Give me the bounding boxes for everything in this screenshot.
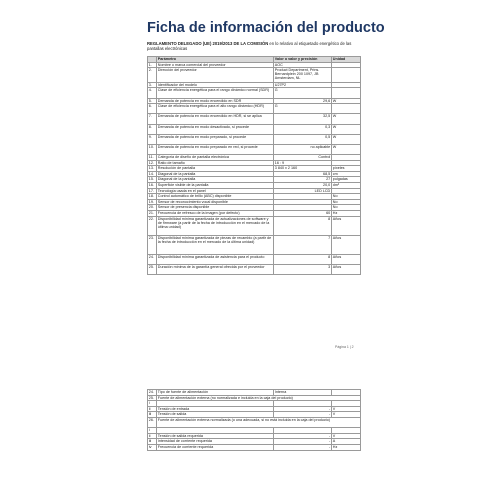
- page-footer: Página 1 | 2: [335, 345, 354, 349]
- row-number: 24.: [148, 390, 157, 396]
- table-row: [148, 114, 361, 124]
- row-value: 0,3: [274, 124, 332, 134]
- row-number: 10.: [148, 144, 157, 154]
- row-parameter: Demanda de potencia en modo encendido en SDR: [157, 98, 274, 104]
- row-number: 17.: [148, 188, 157, 194]
- row-value: 32,5: [274, 114, 332, 124]
- row-number: 26.: [148, 417, 157, 427]
- row-unit: V: [332, 406, 361, 412]
- row-parameter: Tecnología usada en el panel: [157, 188, 274, 194]
- row-parameter: Ratio de tamaño: [157, 160, 274, 166]
- row-number: 25.: [148, 395, 157, 401]
- row-parameter: Tipo de fuente de alimentación: [157, 390, 274, 396]
- row-parameter: Tensión de salida: [157, 412, 274, 418]
- row-unit: dm²: [332, 183, 361, 189]
- row-number: 21.: [148, 211, 157, 217]
- row-parameter: Identificador del modelo: [157, 82, 274, 88]
- row-value: 27: [274, 177, 332, 183]
- row-number: 24.: [148, 255, 157, 265]
- row-unit: W: [332, 124, 361, 134]
- row-number: 4.: [148, 88, 157, 98]
- row-number: 11.: [148, 155, 157, 161]
- row-unit: Años: [332, 216, 361, 235]
- row-number: 8.: [148, 124, 157, 134]
- header-value: Valor o valor y precisión: [274, 57, 332, 63]
- row-value: G: [274, 104, 332, 114]
- row-parameter: Demanda de potencia en modo desactivado, si procede: [157, 124, 274, 134]
- row-parameter: Diagonal de la pantalla: [157, 177, 274, 183]
- row-parameter: Tensión de entrada: [157, 406, 274, 412]
- regulation-reference: REGLAMENTO DELEGADO (UE) 2019/2013 DE LA COMISIÓN: [147, 41, 269, 46]
- row-parameter: Frecuencia de corriente requerida: [157, 444, 274, 450]
- row-value: -: [274, 406, 332, 412]
- row-number: i: [148, 428, 157, 434]
- row-number: 13.: [148, 166, 157, 172]
- row-value: 60: [274, 211, 332, 217]
- table-row: [148, 88, 361, 98]
- row-number: iii: [148, 412, 157, 418]
- row-number: ii: [148, 433, 157, 439]
- row-parameter: Disponibilidad mínima garantizada de piezas de recambio (a partir de la fecha de introducción en el mercado de la última unidad): [157, 235, 274, 254]
- row-unit: W: [332, 144, 361, 154]
- table-row: [148, 417, 361, 427]
- row-value: Product Department, Prins. Bernardplein 200 1097, JB Amsterdam, NL: [274, 68, 332, 83]
- row-unit: Años: [332, 255, 361, 265]
- row-value: 7: [274, 235, 332, 254]
- row-unit: W: [332, 134, 361, 144]
- row-number: 1.: [148, 62, 157, 68]
- row-parameter: Sensor de reconocimiento vocal disponible: [157, 199, 274, 205]
- table-row: [148, 68, 361, 83]
- product-info-table: [147, 56, 361, 275]
- row-number: iv: [148, 444, 157, 450]
- row-unit: pulgadas: [332, 177, 361, 183]
- row-value: no aplicable: [274, 144, 332, 154]
- row-unit: Años: [332, 235, 361, 254]
- row-parameter: Frecuencia de refresco de la imagen (por defecto): [157, 211, 274, 217]
- row-unit: V: [332, 433, 361, 439]
- row-parameter: Intensidad de corriente requerida: [157, 439, 274, 445]
- row-value: LED LCD: [274, 188, 332, 194]
- row-unit: Años: [332, 265, 361, 275]
- row-parameter: Categoría de diseño de pantalla electrónica: [157, 155, 274, 161]
- row-value: 20,0: [274, 183, 332, 189]
- row-value: Interna: [274, 390, 332, 396]
- row-unit: píxeles: [332, 166, 361, 172]
- row-unit: W: [332, 98, 361, 104]
- row-parameter: Control automático de brillo (ABC) disponible: [157, 194, 274, 200]
- row-value: 16 : 9: [274, 160, 332, 166]
- power-supply-body: [148, 390, 361, 451]
- regulation-subtitle: [147, 41, 361, 51]
- row-parameter: Clase de eficiencia energética para el alto rango dinámico (HDR): [157, 104, 274, 114]
- row-number: 25.: [148, 265, 157, 275]
- row-value: Control: [274, 155, 332, 161]
- row-value: -: [274, 433, 332, 439]
- table-row: [148, 134, 361, 144]
- row-value: -: [274, 412, 332, 418]
- row-parameter: Nombre o marca comercial del proveedor: [157, 62, 274, 68]
- row-value: 3: [274, 265, 332, 275]
- row-number: ii: [148, 406, 157, 412]
- row-parameter: Disponibilidad mínima garantizada de actualizaciones de software y de firmware (a partir de la fecha de introducción en el mercado de la última unidad): [157, 216, 274, 235]
- row-number: 20.: [148, 205, 157, 211]
- table-row: [148, 255, 361, 265]
- row-value: U27P2: [274, 82, 332, 88]
- row-unit: [332, 88, 361, 98]
- row-value: -: [274, 444, 332, 450]
- row-unit: W: [332, 114, 361, 124]
- row-parameter: Resolución de pantalla: [157, 166, 274, 172]
- row-parameter: Tensión de salida requerida: [157, 433, 274, 439]
- row-unit: [332, 104, 361, 114]
- row-number: 14.: [148, 171, 157, 177]
- header-parameter: Parámetro: [157, 57, 274, 63]
- row-number: 12.: [148, 160, 157, 166]
- row-section-heading: Fuente de alimentación externa (no normalizada e incluida en la caja del producto): [157, 395, 361, 401]
- table-row: [148, 144, 361, 154]
- row-unit: No: [332, 205, 361, 211]
- row-parameter: Superficie visible de la pantalla: [157, 183, 274, 189]
- row-number: 2.: [148, 68, 157, 83]
- row-value: 8: [274, 216, 332, 235]
- row-number: 9.: [148, 134, 157, 144]
- regulation-description: en lo relativo al etiquetado energético de las pantallas electrónicas: [147, 41, 352, 52]
- row-unit: V: [332, 412, 361, 418]
- row-value: AOC: [274, 62, 332, 68]
- row-value: -: [274, 439, 332, 445]
- table-row: [148, 124, 361, 134]
- row-parameter: Demanda de potencia en modo preparado, si procede: [157, 134, 274, 144]
- power-supply-table: [147, 389, 361, 451]
- row-number: 19.: [148, 199, 157, 205]
- row-number: 3.: [148, 82, 157, 88]
- header-unit: Unidad: [332, 57, 361, 63]
- row-number: 15.: [148, 177, 157, 183]
- row-number: i: [148, 401, 157, 407]
- row-unit: No: [332, 194, 361, 200]
- row-section-heading: Fuente de alimentación externa normalizada (o una adecuada, si no está incluida en la caja del producto): [157, 417, 361, 427]
- row-number: iii: [148, 439, 157, 445]
- row-value: G: [274, 88, 332, 98]
- row-parameter: Sensor de presencia disponible: [157, 205, 274, 211]
- row-unit: [332, 68, 361, 83]
- row-number: 23.: [148, 235, 157, 254]
- table-row: [148, 104, 361, 114]
- row-unit: Hz: [332, 444, 361, 450]
- row-parameter: Duración mínima de la garantía general ofrecida por el proveedor: [157, 265, 274, 275]
- row-parameter: Diagonal de la pantalla: [157, 171, 274, 177]
- row-unit: cm: [332, 171, 361, 177]
- row-parameter: Demanda de potencia en modo encendido en HDR, si se aplica: [157, 114, 274, 124]
- table-row: [148, 444, 361, 450]
- row-parameter: Dirección del proveedor: [157, 68, 274, 83]
- row-unit: A: [332, 439, 361, 445]
- row-unit: No: [332, 199, 361, 205]
- table-row: [148, 235, 361, 254]
- row-value: 3 840 x 2 160: [274, 166, 332, 172]
- page-title: Ficha de información del producto: [147, 20, 385, 36]
- product-info-body: [148, 62, 361, 275]
- table-row: [148, 216, 361, 235]
- row-parameter: Demanda de potencia en modo preparado en red, si procede: [157, 144, 274, 154]
- row-unit: Hz: [332, 211, 361, 217]
- row-parameter: Clase de eficiencia energética para el rango dinámico normal (SDR): [157, 88, 274, 98]
- row-value: 68,5: [274, 171, 332, 177]
- row-number: 22.: [148, 216, 157, 235]
- row-value: 0,5: [274, 134, 332, 144]
- row-parameter: Disponibilidad mínima garantizada de asistencia para el producto: [157, 255, 274, 265]
- table-row: [148, 265, 361, 275]
- row-number: 18.: [148, 194, 157, 200]
- row-number: 5.: [148, 98, 157, 104]
- row-value: 8: [274, 255, 332, 265]
- row-number: 6.: [148, 104, 157, 114]
- row-number: 7.: [148, 114, 157, 124]
- row-value: 29,6: [274, 98, 332, 104]
- row-number: 16.: [148, 183, 157, 189]
